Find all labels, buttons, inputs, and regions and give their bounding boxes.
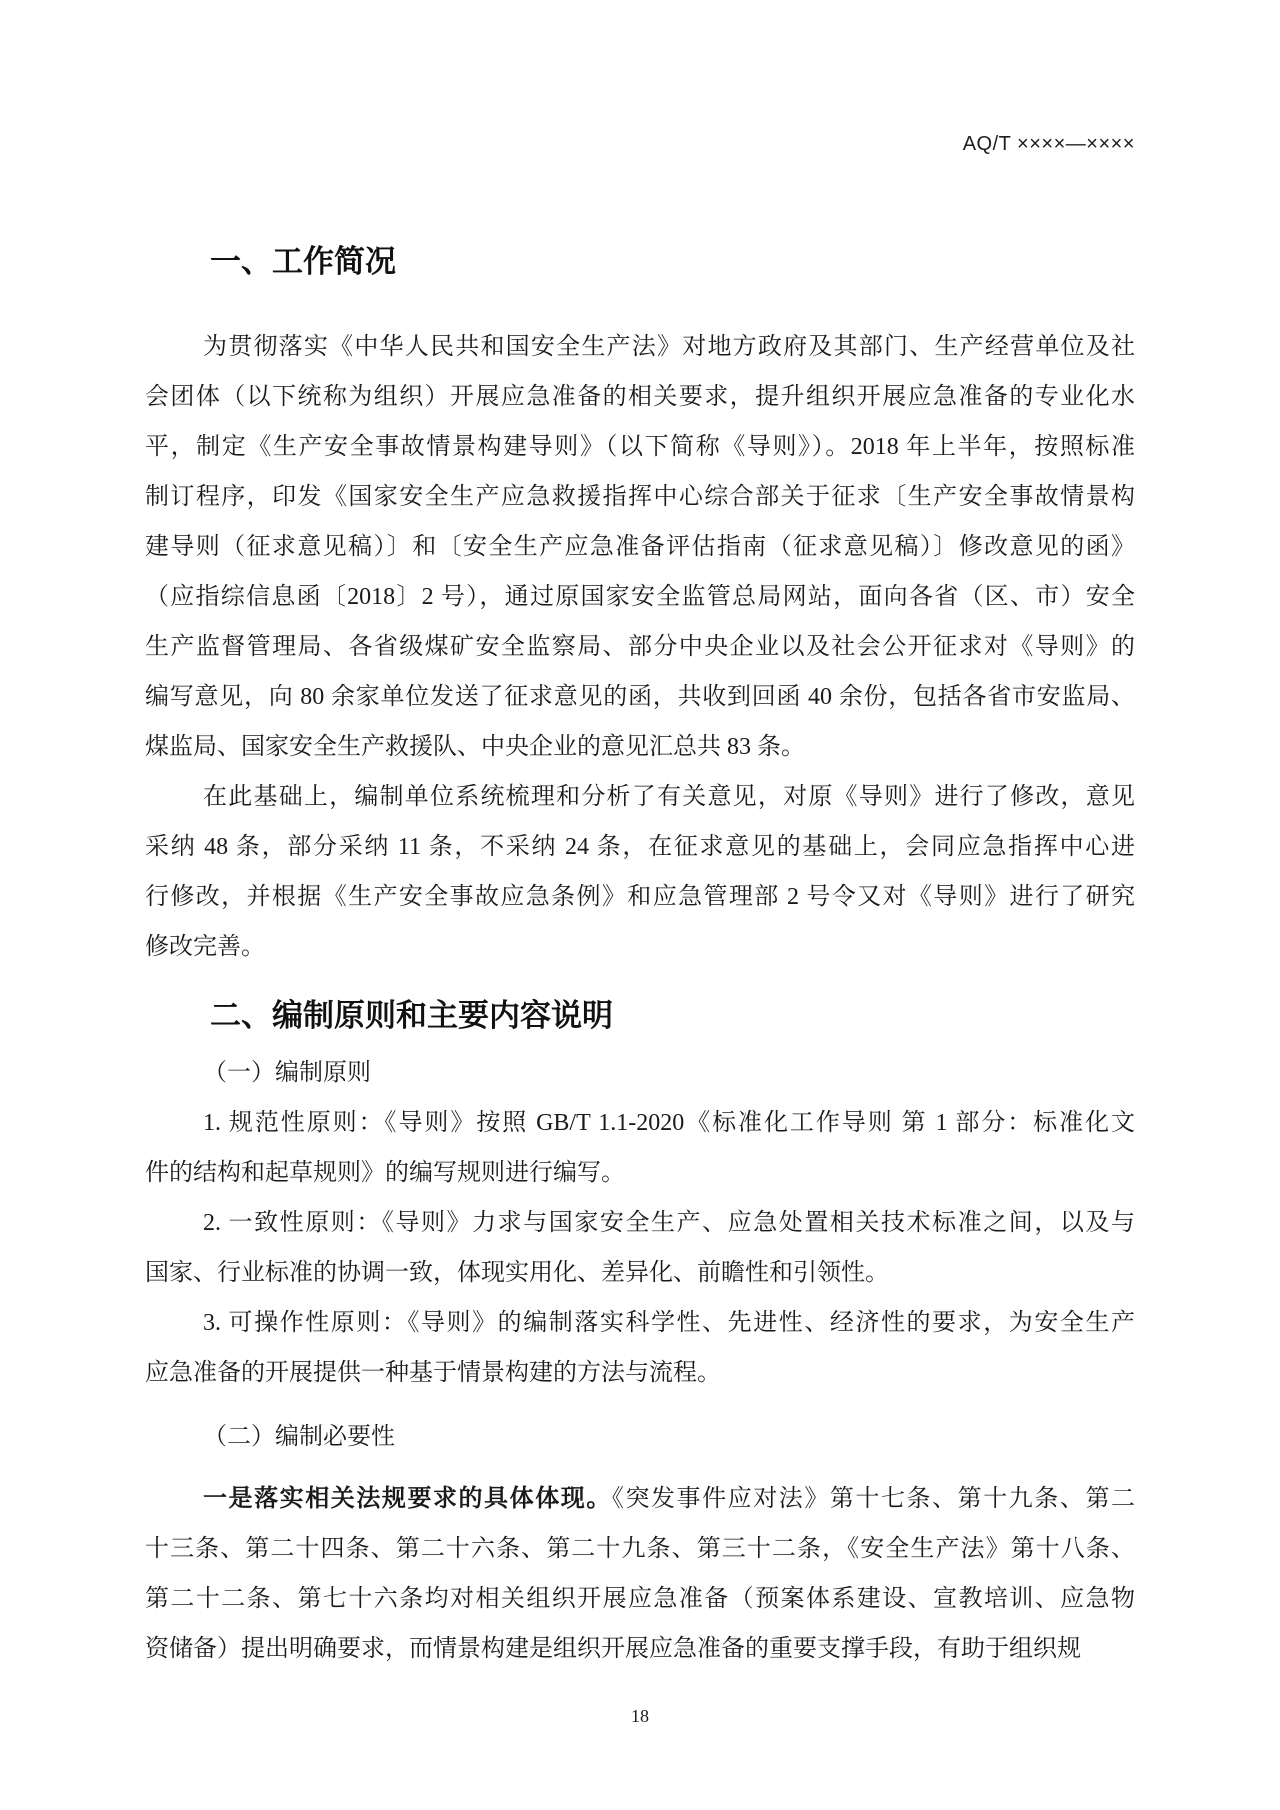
text-line: 2. 一致性原则：《导则》力求与国家安全生产、应急处置相关技术标准之间，以及与 <box>203 1210 1135 1236</box>
page-number: 18 <box>631 1706 649 1726</box>
principle-item-2 <box>145 1198 1135 1298</box>
text-line: 在此基础上，编制单位系统梳理和分析了有关意见，对原《导则》进行了修改，意见 <box>203 784 1135 810</box>
text-line: 应急准备的开展提供一种基于情景构建的方法与流程。 <box>145 1360 721 1386</box>
text-line: 编写意见，向 80 余家单位发送了征求意见的函，共收到回函 40 余份，包括各省市安监局、 <box>145 684 1135 710</box>
text-line: （一）编制原则 <box>203 1060 371 1086</box>
paragraph-work-overview-2 <box>145 772 1135 972</box>
text-line: 行修改，并根据《生产安全事故应急条例》和应急管理部 2 号令又对《导则》进行了研究 <box>145 884 1135 910</box>
text-line: 一是落实相关法规要求的具体体现。《突发事件应对法》第十七条、第十九条、第二 <box>203 1485 1136 1512</box>
text-line: 1. 规范性原则：《导则》按照 GB/T 1.1-2020《标准化工作导则 第 1 部分：标准化文 <box>203 1110 1135 1136</box>
text-line: 3. 可操作性原则：《导则》的编制落实科学性、先进性、经济性的要求，为安全生产 <box>203 1310 1135 1336</box>
text-line: 平，制定《生产安全事故情景构建导则》（以下简称《导则》）。2018 年上半年，按照标准 <box>145 434 1135 460</box>
text-line: （二）编制必要性 <box>203 1424 395 1450</box>
principle-item-1 <box>145 1098 1135 1198</box>
text-line: 煤监局、国家安全生产救援队、中央企业的意见汇总共 83 条。 <box>145 734 805 760</box>
paragraph-work-overview-1 <box>145 322 1135 772</box>
text-line: 会团体（以下统称为组织）开展应急准备的相关要求，提升组织开展应急准备的专业化水 <box>145 384 1135 410</box>
text-line: 生产监督管理局、各省级煤矿安全监察局、部分中央企业以及社会公开征求对《导则》的 <box>145 634 1135 660</box>
doc-code-header: AQ/T ××××—×××× <box>962 133 1135 155</box>
text-line: 为贯彻落实《中华人民共和国安全生产法》对地方政府及其部门、生产经营单位及社 <box>203 334 1135 360</box>
text-line: 采纳 48 条，部分采纳 11 条，不采纳 24 条，在征求意见的基础上，会同应急指挥中心进 <box>145 834 1135 860</box>
subsection-1-heading <box>145 1048 1135 1098</box>
bold-lead-text: 一是落实相关法规要求的具体体现。 <box>203 1485 612 1512</box>
principle-item-3 <box>145 1298 1135 1398</box>
text-line: 修改完善。 <box>145 934 265 960</box>
text-line: 建导则（征求意见稿）〕和〔安全生产应急准备评估指南（征求意见稿）〕修改意见的函》 <box>145 534 1135 560</box>
subsection-2-heading <box>145 1412 1135 1462</box>
section-1-heading: 一、工作简况 <box>210 244 396 279</box>
text-line: 资储备）提出明确要求，而情景构建是组织开展应急准备的重要支撑手段，有助于组织规 <box>145 1636 1081 1662</box>
text-line: 国家、行业标准的协调一致，体现实用化、差异化、前瞻性和引领性。 <box>145 1260 889 1286</box>
text-line: 制订程序，印发《国家安全生产应急救援指挥中心综合部关于征求〔生产安全事故情景构 <box>145 484 1135 510</box>
text-line: 件的结构和起草规则》的编写规则进行编写。 <box>145 1160 625 1186</box>
text-line: 十三条、第二十四条、第二十六条、第二十九条、第三十二条，《安全生产法》第十八条、 <box>145 1536 1135 1562</box>
section-2-heading: 二、编制原则和主要内容说明 <box>210 998 613 1033</box>
text-line: （应指综信息函〔2018〕2 号），通过原国家安全监管总局网站，面向各省（区、市）安全 <box>145 584 1135 610</box>
paragraph-necessity-1 <box>145 1474 1135 1674</box>
text-line: 第二十二条、第七十六条均对相关组织开展应急准备（预案体系建设、宣教培训、应急物 <box>145 1586 1135 1612</box>
